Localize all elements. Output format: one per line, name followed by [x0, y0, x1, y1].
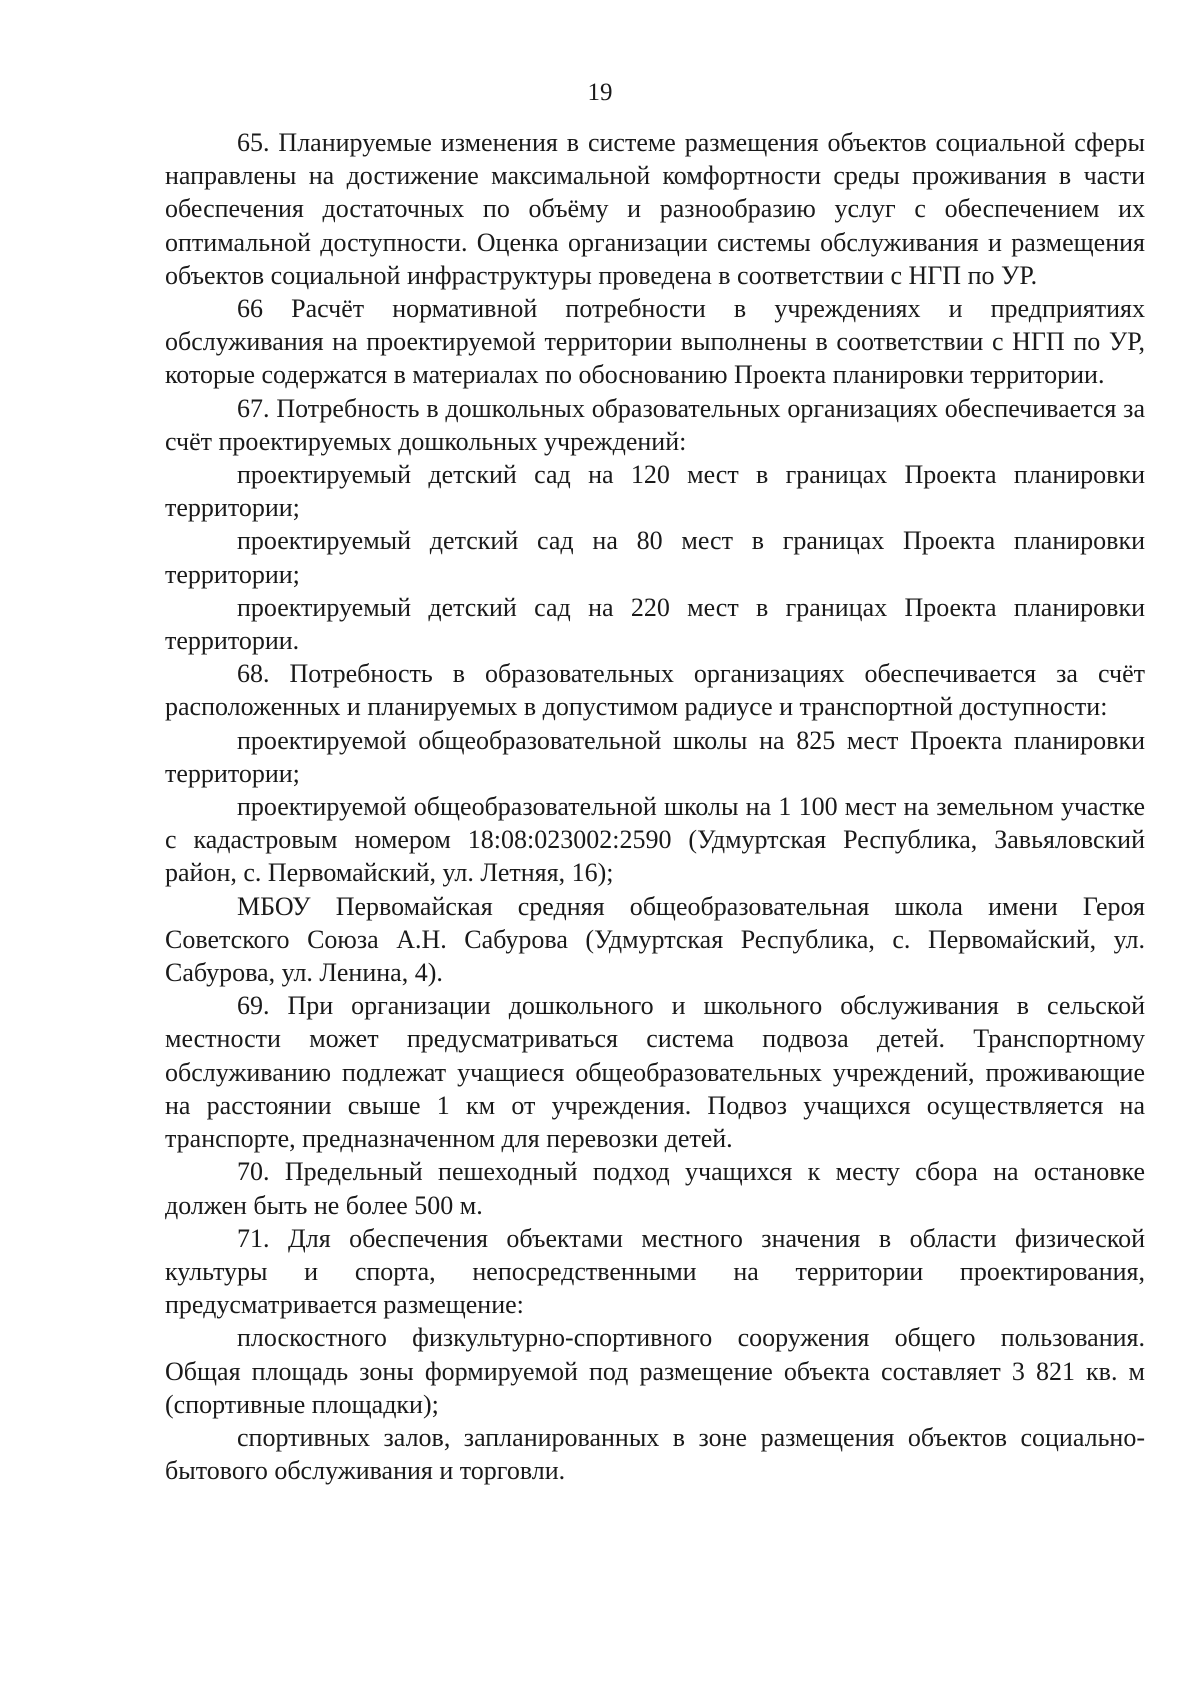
paragraph-65: 65. Планируемые изменения в системе размещения объектов социальной сферы направлены на достижение максимальной комфортности среды проживания в части обеспечения достаточных по объёму и разнообразию услуг с обеспечением их оптимальной доступности. Оценка организации системы обслуживания и размещения объектов социальной инфраструктуры проведена в соответствии с НГП по УР. — [165, 128, 1145, 290]
paragraph-71: 71. Для обеспечения объектами местного значения в области физической культуры и спорта, непосредственными на территории проектирования, предусматривается размещение: — [165, 1223, 1145, 1320]
paragraph-70: 70. Предельный пешеходный подход учащихся к месту сбора на остановке должен быть не более 500 м. — [165, 1157, 1145, 1220]
list-item-kindergarten-220: проектируемый детский сад на 220 мест в границах Проекта планировки территории. — [165, 592, 1145, 656]
list-item-sports-halls: спортивных залов, запланированных в зоне размещения объектов социально-бытового обслуживания и торговли. — [165, 1422, 1145, 1486]
list-item-school-1100: проектируемой общеобразовательной школы на 1 100 мест на земельном участке с кадастровым номером 18:08:023002:2590 (Удмуртская Республика, Завьяловский район, с. Первомайский, ул. Летняя, 16); — [165, 792, 1145, 888]
list-item-school-mbou: МБОУ Первомайская средняя общеобразовательная школа имени Героя Советского Союза А.Н. Сабурова (Удмуртская Республика, с. Первомайский, ул. Сабурова, ул. Ленина, 4). — [165, 891, 1145, 988]
paragraph-67: 67. Потребность в дошкольных образовательных организациях обеспечивается за счёт проектируемых дошкольных учреждений: — [165, 393, 1145, 456]
list-item-sports-ground: плоскостного физкультурно-спортивного сооружения общего пользования. Общая площадь зоны формируемой под размещение объекта составляет 3 821 кв. м (спортивные площадки); — [165, 1323, 1145, 1419]
list-item-kindergarten-120: проектируемый детский сад на 120 мест в границах Проекта планировки территории; — [165, 460, 1145, 523]
page-number: 19 — [587, 79, 613, 106]
paragraph-66: 66 Расчёт нормативной потребности в учреждениях и предприятиях обслуживания на проектируемой территории выполнены в соответствии с НГП по УР, которые содержатся в материалах по обоснованию Проекта планировки территории. — [165, 294, 1145, 390]
paragraph-69: 69. При организации дошкольного и школьного обслуживания в сельской местности может предусматриваться система подвоза детей. Транспортному обслуживанию подлежат учащиеся общеобразовательных учреждений, проживающие на расстоянии свыше 1 км от учреждения. Подвоз учащихся осуществляется на транспорте, предназначенном для перевозки детей. — [165, 991, 1145, 1154]
document-body — [165, 126, 1145, 1487]
list-item-kindergarten-80: проектируемый детский сад на 80 мест в границах Проекта планировки территории; — [165, 526, 1145, 589]
list-item-school-825: проектируемой общеобразовательной школы на 825 мест Проекта планировки территории; — [165, 725, 1145, 788]
paragraph-68: 68. Потребность в образовательных организациях обеспечивается за счёт расположенных и планируемых в допустимом радиусе и транспортной доступности: — [165, 659, 1145, 722]
